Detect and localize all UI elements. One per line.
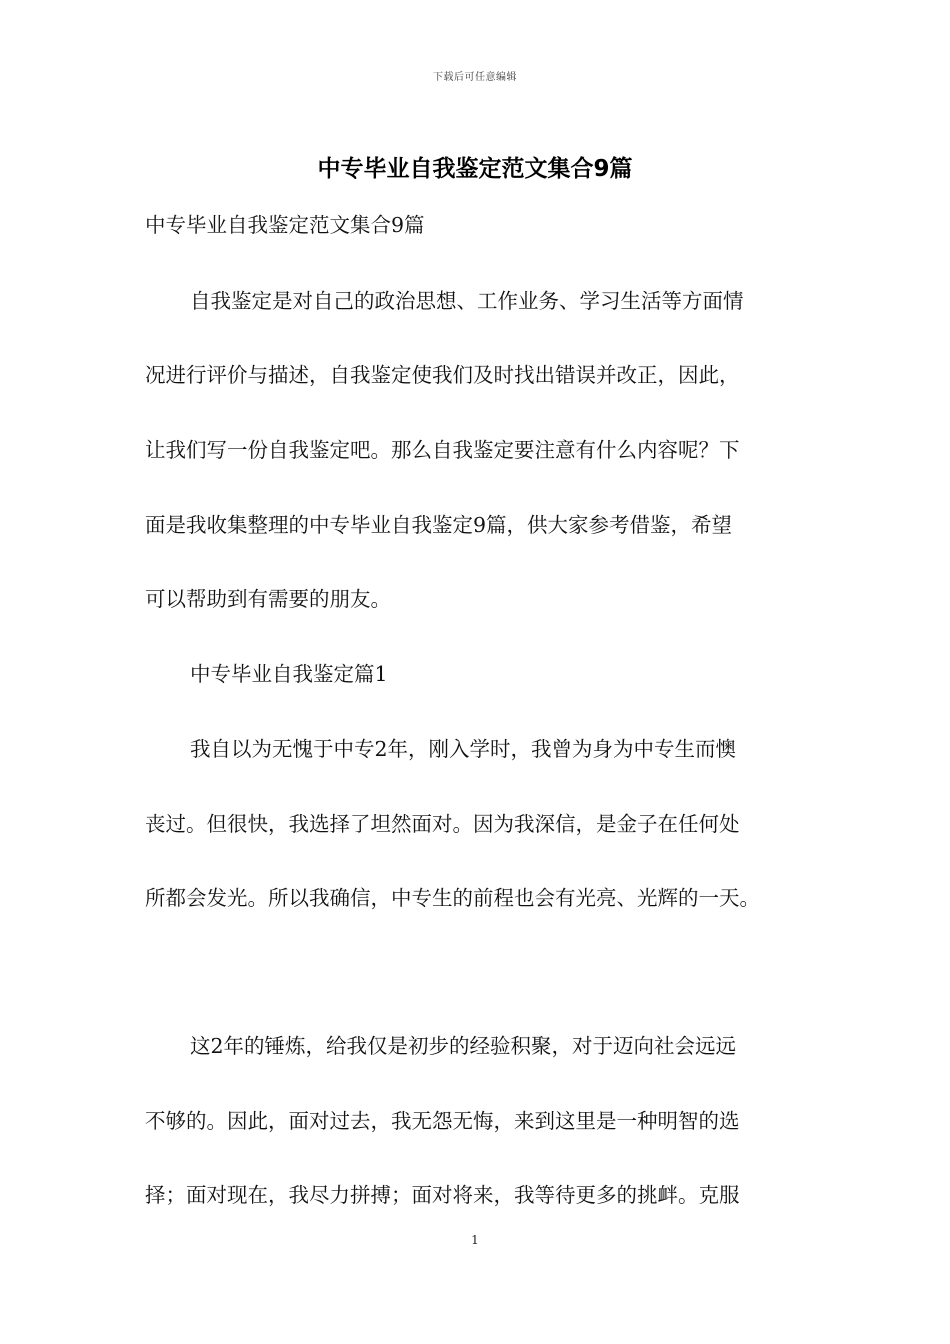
paragraph-line: 不够的。因此，面对过去，我无怨无悔，来到这里是一种明智的选 [145,1109,740,1133]
paragraph-line: 面是我收集整理的中专毕业自我鉴定9篇，供大家参考借鉴，希望 [145,513,733,537]
subtitle-line: 中专毕业自我鉴定范文集合9篇 [145,213,425,237]
header-note: 下载后可任意编辑 [433,72,517,83]
paragraph-line: 可以帮助到有需要的朋友。 [145,587,391,611]
paragraph-line: 择；面对现在，我尽力拼搏；面对将来，我等待更多的挑衅。克服 [145,1183,740,1207]
paragraph-line: 自我鉴定是对自己的政治思想、工作业务、学习生活等方面情 [190,289,744,313]
paragraph-line: 况进行评价与描述，自我鉴定使我们及时找出错误并改正，因此， [145,363,740,387]
page-number: 1 [471,1233,479,1247]
section-heading: 中专毕业自我鉴定篇1 [190,662,388,686]
paragraph-line: 所都会发光。所以我确信，中专生的前程也会有光亮、光辉的一天。 [145,886,760,910]
document-title: 中专毕业自我鉴定范文集合9篇 [317,156,633,182]
paragraph-line: 我自以为无愧于中专2年，刚入学时，我曾为身为中专生而懊 [190,737,737,761]
paragraph-line: 丧过。但很快，我选择了坦然面对。因为我深信，是金子在任何处 [145,812,740,836]
paragraph-line: 这2年的锤炼，给我仅是初步的经验积聚，对于迈向社会远远 [190,1034,737,1058]
paragraph-line: 让我们写一份自我鉴定吧。那么自我鉴定要注意有什么内容呢？下 [145,438,740,462]
